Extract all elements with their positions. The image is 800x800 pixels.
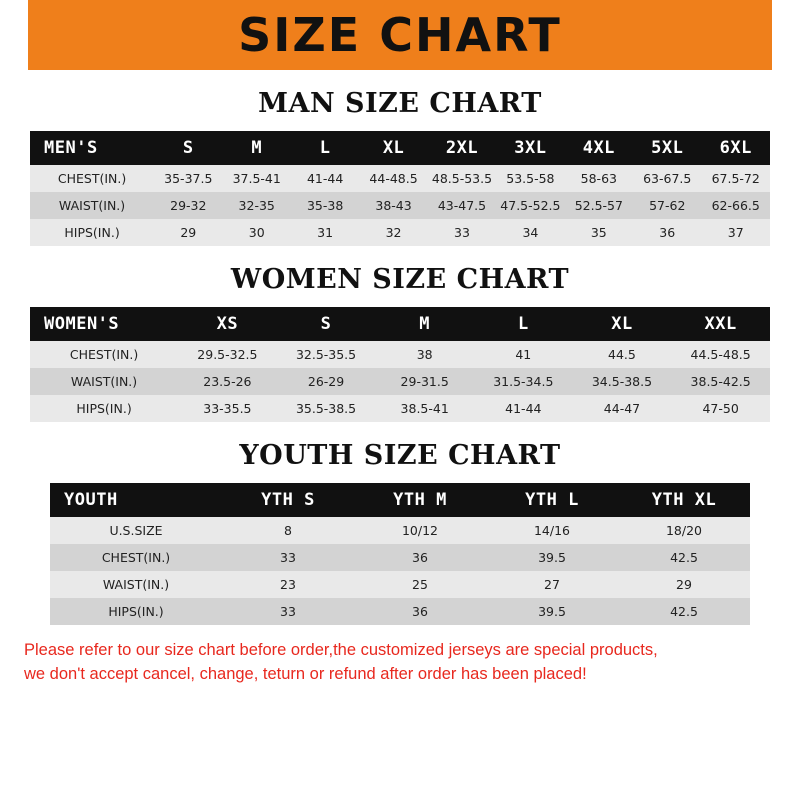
section-title: YOUTH SIZE CHART	[239, 440, 561, 471]
table-cell: 31.5-34.5	[474, 368, 573, 395]
table-header-cell: M	[223, 131, 291, 165]
table-cell: 29.5-32.5	[178, 341, 277, 368]
table-header-cell: S	[154, 131, 222, 165]
table-cell: 53.5-58	[496, 165, 564, 192]
table-header-cell: XS	[178, 307, 277, 341]
row-label: WAIST(IN.)	[30, 192, 154, 219]
table-cell: 35-37.5	[154, 165, 222, 192]
table-header-cell: XL	[359, 131, 427, 165]
table-cell: 38.5-41	[375, 395, 474, 422]
table-cell: 23	[222, 571, 354, 598]
table-cell: 39.5	[486, 598, 618, 625]
row-label: WAIST(IN.)	[30, 368, 178, 395]
table-cell: 32.5-35.5	[277, 341, 376, 368]
table-header-cell: WOMEN'S	[30, 307, 178, 341]
table-cell: 38.5-42.5	[671, 368, 770, 395]
table-row	[30, 219, 770, 246]
table-cell: 37.5-41	[223, 165, 291, 192]
table-cell: 48.5-53.5	[428, 165, 496, 192]
row-label: CHEST(IN.)	[30, 341, 178, 368]
section-youth-size-chart	[0, 440, 800, 625]
table-header-cell: YTH L	[486, 483, 618, 517]
table-cell: 37	[701, 219, 770, 246]
table-cell: 39.5	[486, 544, 618, 571]
section-title: MAN SIZE CHART	[258, 88, 542, 119]
row-label: CHEST(IN.)	[50, 544, 222, 571]
table-cell: 67.5-72	[701, 165, 770, 192]
table-header-row	[30, 307, 770, 341]
section-title: WOMEN SIZE CHART	[230, 264, 570, 295]
table-cell: 29-31.5	[375, 368, 474, 395]
table-row	[50, 517, 750, 544]
table-cell: 34.5-38.5	[573, 368, 672, 395]
table-cell: 8	[222, 517, 354, 544]
table-cell: 41-44	[291, 165, 359, 192]
table-header-cell: YTH XL	[618, 483, 750, 517]
table-row	[50, 598, 750, 625]
youth-size-table	[50, 483, 750, 625]
table-header-cell: 6XL	[701, 131, 770, 165]
page-banner	[0, 0, 800, 70]
row-label: HIPS(IN.)	[50, 598, 222, 625]
table-row	[50, 571, 750, 598]
table-header-cell: L	[291, 131, 359, 165]
table-cell: 42.5	[618, 598, 750, 625]
table-header-cell: M	[375, 307, 474, 341]
footer-disclaimer	[24, 639, 776, 687]
table-cell: 34	[496, 219, 564, 246]
table-cell: 29	[618, 571, 750, 598]
table-cell: 25	[354, 571, 486, 598]
table-cell: 33	[222, 598, 354, 625]
table-header-cell: S	[277, 307, 376, 341]
women-size-table	[30, 307, 770, 422]
table-cell: 29	[154, 219, 222, 246]
table-cell: 63-67.5	[633, 165, 701, 192]
table-cell: 41-44	[474, 395, 573, 422]
table-cell: 44.5-48.5	[671, 341, 770, 368]
table-cell: 41	[474, 341, 573, 368]
row-label: HIPS(IN.)	[30, 219, 154, 246]
table-header-row	[50, 483, 750, 517]
table-header-cell: 4XL	[565, 131, 633, 165]
table-row	[50, 544, 750, 571]
table-header-cell: YTH M	[354, 483, 486, 517]
table-cell: 52.5-57	[565, 192, 633, 219]
table-cell: 58-63	[565, 165, 633, 192]
section-women-size-chart	[0, 264, 800, 422]
row-label: CHEST(IN.)	[30, 165, 154, 192]
table-cell: 33	[222, 544, 354, 571]
table-cell: 10/12	[354, 517, 486, 544]
table-cell: 38	[375, 341, 474, 368]
table-cell: 33-35.5	[178, 395, 277, 422]
table-cell: 43-47.5	[428, 192, 496, 219]
table-header-cell: XXL	[671, 307, 770, 341]
table-header-row	[30, 131, 770, 165]
table-header-cell: 2XL	[428, 131, 496, 165]
table-row	[30, 165, 770, 192]
row-label: WAIST(IN.)	[50, 571, 222, 598]
table-cell: 44.5	[573, 341, 672, 368]
table-cell: 36	[633, 219, 701, 246]
table-cell: 30	[223, 219, 291, 246]
table-cell: 44-48.5	[359, 165, 427, 192]
table-row	[30, 341, 770, 368]
table-row	[30, 368, 770, 395]
footer-line-2: we don't accept cancel, change, teturn or refund after order has been placed!	[24, 664, 587, 683]
table-row	[30, 395, 770, 422]
table-cell: 57-62	[633, 192, 701, 219]
table-cell: 35-38	[291, 192, 359, 219]
row-label: U.S.SIZE	[50, 517, 222, 544]
page-title: SIZE CHART	[238, 8, 562, 62]
table-header-cell: L	[474, 307, 573, 341]
table-header-cell: 3XL	[496, 131, 564, 165]
section-man-size-chart	[0, 88, 800, 246]
table-header-cell: MEN'S	[30, 131, 154, 165]
table-cell: 36	[354, 598, 486, 625]
table-header-cell: YTH S	[222, 483, 354, 517]
table-cell: 29-32	[154, 192, 222, 219]
row-label: HIPS(IN.)	[30, 395, 178, 422]
table-cell: 31	[291, 219, 359, 246]
table-cell: 35	[565, 219, 633, 246]
table-cell: 36	[354, 544, 486, 571]
table-cell: 26-29	[277, 368, 376, 395]
table-cell: 32-35	[223, 192, 291, 219]
table-cell: 42.5	[618, 544, 750, 571]
table-cell: 33	[428, 219, 496, 246]
footer-line-1: Please refer to our size chart before order,the customized jerseys are special products,	[24, 641, 658, 659]
table-cell: 27	[486, 571, 618, 598]
table-header-cell: 5XL	[633, 131, 701, 165]
table-cell: 47.5-52.5	[496, 192, 564, 219]
table-cell: 32	[359, 219, 427, 246]
table-cell: 18/20	[618, 517, 750, 544]
table-cell: 35.5-38.5	[277, 395, 376, 422]
man-size-table	[30, 131, 770, 246]
table-cell: 14/16	[486, 517, 618, 544]
table-cell: 23.5-26	[178, 368, 277, 395]
table-cell: 47-50	[671, 395, 770, 422]
table-row	[30, 192, 770, 219]
table-cell: 62-66.5	[701, 192, 770, 219]
table-cell: 44-47	[573, 395, 672, 422]
table-header-cell: YOUTH	[50, 483, 222, 517]
table-cell: 38-43	[359, 192, 427, 219]
table-header-cell: XL	[573, 307, 672, 341]
